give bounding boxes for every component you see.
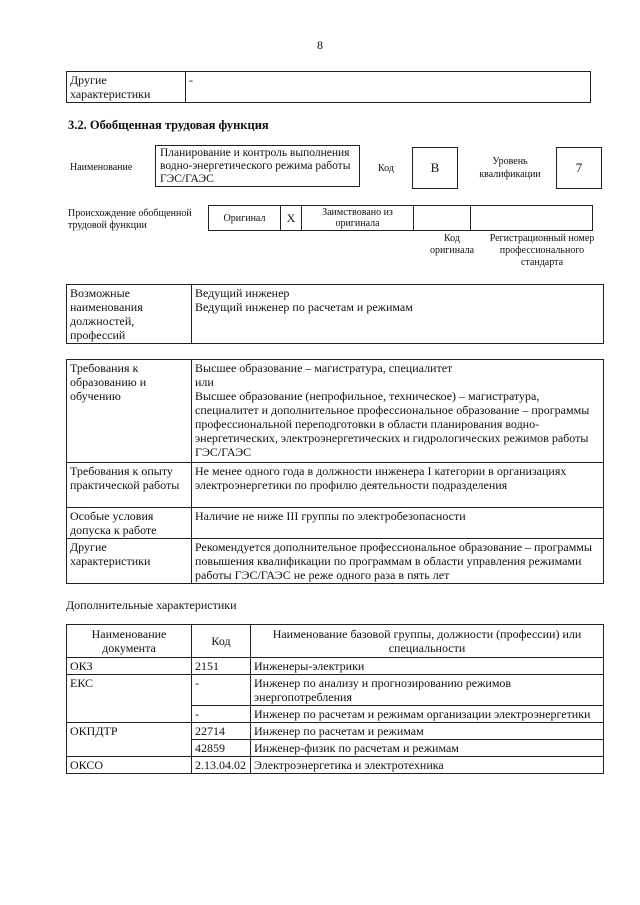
code-cell: 2.13.04.02 — [192, 757, 251, 774]
requirement-value: Наличие не ниже III группы по электробезопасности — [192, 508, 604, 539]
header-name: Наименование базовой группы, должности (профессии) или специальности — [251, 625, 604, 658]
table-header-row — [67, 625, 604, 658]
requirement-value: Рекомендуется дополнительное профессиональное образование – программы повышения квалификации по программам в области управления режимами работы ГЭС/ГАЭС не реже одного раза в пять лет — [192, 539, 604, 584]
requirement-label: Особые условия допуска к работе — [67, 508, 192, 539]
position-line: Ведущий инженер — [195, 286, 290, 300]
doc-cell: ОКПДТР — [67, 723, 192, 757]
header-code: Код — [192, 625, 251, 658]
code-cell: - — [192, 675, 251, 706]
function-name-value: Планирование и контроль выполнения водно-энергетического режима работы ГЭС/ГАЭС — [155, 145, 360, 187]
code-value: В — [412, 147, 458, 189]
borrowed-label: Заимствовано из оригинала — [302, 206, 414, 231]
code-cell: 2151 — [192, 658, 251, 675]
original-mark: X — [281, 206, 302, 231]
header-document: Наименование документа — [67, 625, 192, 658]
origin-table — [208, 205, 593, 231]
name-label: Наименование — [70, 162, 133, 173]
requirement-row — [67, 508, 604, 539]
requirement-label: Требования к образованию и обучению — [67, 360, 192, 463]
table-row — [67, 675, 604, 706]
table-row — [67, 658, 604, 675]
origin-label: Происхождение обобщенной трудовой функции — [68, 208, 192, 231]
code-cell: - — [192, 706, 251, 723]
requirement-row — [67, 539, 604, 584]
position-line: Ведущий инженер по расчетам и режимам — [195, 300, 413, 314]
section-heading: 3.2. Обобщенная трудовая функция — [68, 118, 269, 132]
name-cell: Инженер по анализу и прогнозированию режимов энергопотребления — [251, 675, 604, 706]
code-cell: 22714 — [192, 723, 251, 740]
name-cell: Инженер по расчетам и режимам организации электроэнергетики — [251, 706, 604, 723]
code-label: Код — [378, 163, 394, 174]
additional-heading: Дополнительные характеристики — [66, 598, 237, 612]
positions-table — [66, 284, 604, 344]
requirement-row — [67, 360, 604, 463]
table-row — [67, 757, 604, 774]
requirement-value: Не менее одного года в должности инженера I категории в организациях электроэнергетики по профилю деятельности подразделения — [192, 463, 604, 508]
name-cell: Инженер по расчетам и режимам — [251, 723, 604, 740]
level-value: 7 — [556, 147, 602, 189]
requirement-value: Высшее образование – магистратура, специалитет или Высшее образование (непрофильное, техническое) – магистратура, специалитет и дополнительное профессиональное образование – программы профессиональной переподготовки в области планирования водно-энергетических, электроэнергетических и гидрологических режимов работы ГЭС/ГАЭС — [192, 360, 604, 463]
doc-cell: ОКСО — [67, 757, 192, 774]
additional-table — [66, 624, 604, 774]
positions-label: Возможные наименования должностей, профессий — [67, 285, 192, 344]
name-cell: Электроэнергетика и электротехника — [251, 757, 604, 774]
other-characteristics-top-table — [66, 71, 591, 103]
requirement-label: Требования к опыту практической работы — [67, 463, 192, 508]
reg-number-cell — [471, 206, 593, 231]
name-cell: Инженер-физик по расчетам и режимам — [251, 740, 604, 757]
level-label: Уровень квалификации — [479, 156, 541, 180]
name-cell: Инженеры-электрики — [251, 658, 604, 675]
requirement-row — [67, 463, 604, 508]
doc-cell: ЕКС — [67, 675, 192, 723]
code-cell: 42859 — [192, 740, 251, 757]
original-label: Оригинал — [209, 206, 281, 231]
reg-number-label: Регистрационный номер профессионального стандарта — [489, 233, 595, 268]
requirements-table — [66, 359, 604, 584]
code-original-label: Код оригинала — [429, 233, 475, 256]
code-original-cell — [414, 206, 471, 231]
doc-cell: ОКЗ — [67, 658, 192, 675]
requirement-label: Другие характеристики — [67, 539, 192, 584]
other-characteristics-value: - — [186, 72, 591, 103]
page-number: 8 — [317, 38, 323, 52]
table-row — [67, 723, 604, 740]
other-characteristics-label: Другие характеристики — [67, 72, 186, 103]
